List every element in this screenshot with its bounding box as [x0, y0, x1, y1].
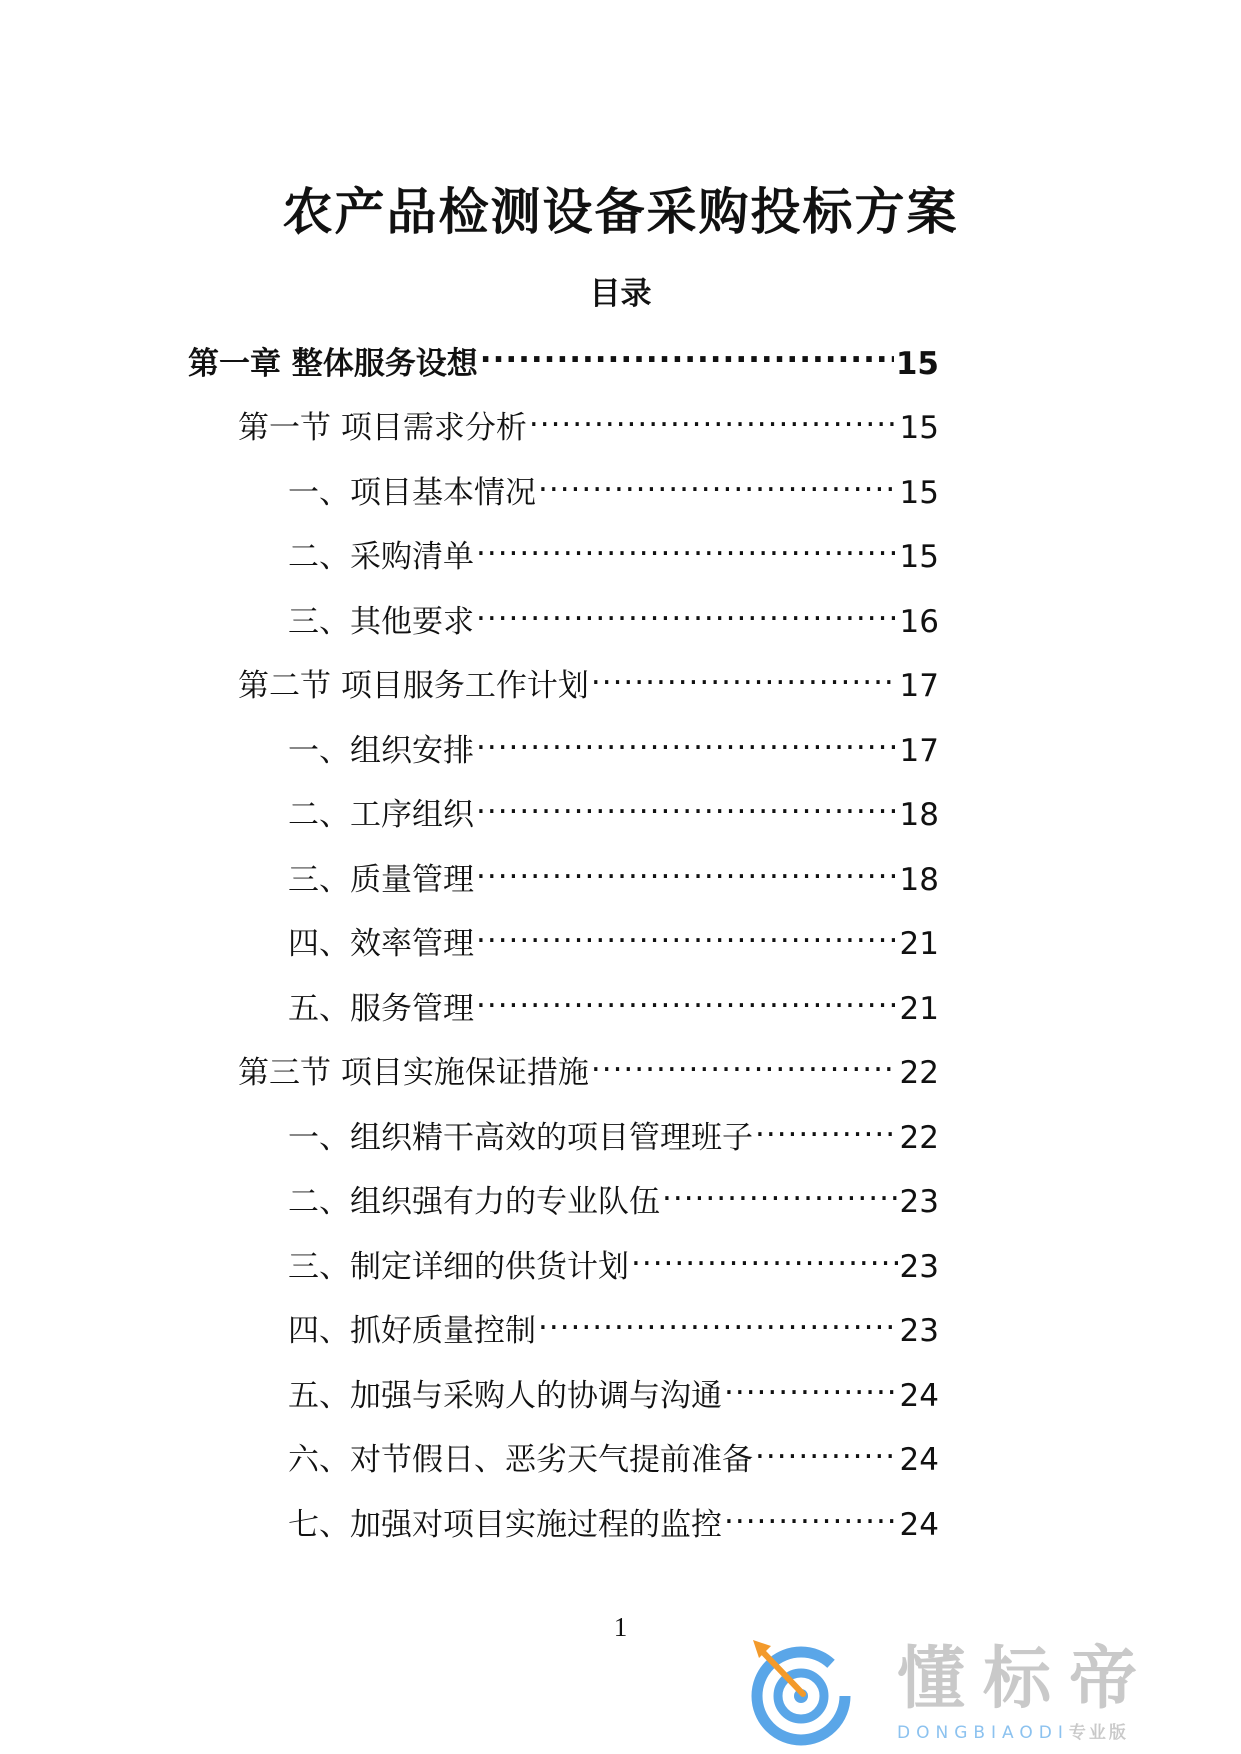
- toc-entry[interactable]: [288, 910, 939, 962]
- toc-entry[interactable]: [238, 652, 939, 704]
- toc-entry[interactable]: [238, 394, 939, 446]
- page-number: 1: [613, 1612, 628, 1642]
- toc-entry-page: 15: [899, 539, 939, 575]
- watermark-subtitle: [897, 1722, 1129, 1744]
- document-title: 农产品检测设备采购投标方案: [282, 183, 959, 241]
- toc-entry-page: 23: [899, 1249, 939, 1285]
- toc-entry[interactable]: [288, 588, 939, 640]
- toc-entry-label: 第一节 项目需求分析: [238, 410, 527, 446]
- toc-entry-page: 17: [899, 668, 939, 704]
- toc-dot-leader: [474, 975, 898, 1019]
- toc-entry-page: 16: [899, 604, 939, 640]
- toc-entry-label: 二、工序组织: [288, 797, 474, 833]
- toc-entry-page: 15: [899, 475, 939, 511]
- watermark-logo: [745, 1636, 1215, 1746]
- toc-dot-leader: [474, 717, 898, 761]
- toc-entry-label: 六、对节假日、恶劣天气提前准备: [288, 1442, 753, 1478]
- toc-entry-page: 15: [899, 410, 939, 446]
- toc-entry-page: 24: [899, 1442, 939, 1478]
- toc-entry[interactable]: [288, 1104, 939, 1156]
- toc-entry-page: 23: [899, 1184, 939, 1220]
- toc-entry[interactable]: [188, 330, 939, 382]
- toc-entry-page: 15: [895, 346, 939, 382]
- toc-entry-label: 第二节 项目服务工作计划: [238, 668, 589, 704]
- toc-entry-label: 四、效率管理: [288, 926, 474, 962]
- toc-heading: 目录: [589, 276, 652, 312]
- toc-entry[interactable]: [288, 1491, 939, 1543]
- toc-entry[interactable]: [288, 1168, 939, 1220]
- toc-entry-label: 一、组织安排: [288, 733, 474, 769]
- toc-entry-label: 三、其他要求: [288, 604, 474, 640]
- toc-entry-page: 22: [899, 1055, 939, 1091]
- toc-entry-label: 三、质量管理: [288, 862, 474, 898]
- toc-dot-leader: [629, 1233, 898, 1277]
- toc-dot-leader: [536, 1297, 898, 1341]
- toc-entry-label: 五、服务管理: [288, 991, 474, 1027]
- toc-entry-page: 24: [899, 1507, 939, 1543]
- toc-entry-label: 一、项目基本情况: [288, 475, 536, 511]
- toc-entry-page: 24: [899, 1378, 939, 1414]
- toc-entry-label: 七、加强对项目实施过程的监控: [288, 1507, 722, 1543]
- toc-entry[interactable]: [288, 1362, 939, 1414]
- toc-entry[interactable]: [288, 1233, 939, 1285]
- toc-entry-page: 21: [899, 926, 939, 962]
- toc-dot-leader: [536, 459, 898, 503]
- toc-dot-leader: [589, 652, 898, 696]
- toc-dot-leader: [474, 588, 898, 632]
- toc-entry-page: 23: [899, 1313, 939, 1349]
- watermark-brand-name: 懂标帝: [897, 1640, 1156, 1719]
- toc-entry-page: 21: [899, 991, 939, 1027]
- toc-entry-label: 四、抓好质量控制: [288, 1313, 536, 1349]
- toc-entry-page: 22: [899, 1120, 939, 1156]
- toc-dot-leader: [474, 846, 898, 890]
- toc-entry-page: 18: [899, 797, 939, 833]
- toc-dot-leader: [722, 1491, 898, 1535]
- target-arrow-icon: [745, 1636, 875, 1746]
- toc-entry[interactable]: [288, 1426, 939, 1478]
- toc-entry-page: 18: [899, 862, 939, 898]
- toc-dot-leader: [474, 910, 898, 954]
- toc-entry[interactable]: [288, 523, 939, 575]
- toc-entry[interactable]: [288, 781, 939, 833]
- toc-entry[interactable]: [238, 1039, 939, 1091]
- toc-entry[interactable]: [288, 846, 939, 898]
- toc-dot-leader: [753, 1104, 898, 1148]
- toc-dot-leader: [589, 1039, 898, 1083]
- toc-entry-label: 第一章 整体服务设想: [188, 346, 478, 382]
- toc-entry-label: 一、组织精干高效的项目管理班子: [288, 1120, 753, 1156]
- toc-dot-leader: [474, 523, 898, 567]
- toc-dot-leader: [527, 394, 898, 438]
- watermark-edition: 专业版: [1068, 1723, 1129, 1743]
- toc-dot-leader: [753, 1426, 898, 1470]
- toc-entry-page: 17: [899, 733, 939, 769]
- toc-dot-leader: [722, 1362, 898, 1406]
- toc-entry[interactable]: [288, 1297, 939, 1349]
- toc-entry-label: 五、加强与采购人的协调与沟通: [288, 1378, 722, 1414]
- toc-dot-leader: [474, 781, 898, 825]
- toc-entry[interactable]: [288, 975, 939, 1027]
- toc-entry[interactable]: [288, 459, 939, 511]
- toc-dot-leader: [660, 1168, 898, 1212]
- toc-entry-label: 二、采购清单: [288, 539, 474, 575]
- toc-entry[interactable]: [288, 717, 939, 769]
- toc-dot-leader: [478, 330, 894, 374]
- toc-entry-label: 二、组织强有力的专业队伍: [288, 1184, 660, 1220]
- toc-entry-label: 三、制定详细的供货计划: [288, 1249, 629, 1285]
- toc-entry-label: 第三节 项目实施保证措施: [238, 1055, 589, 1091]
- watermark-pinyin: DONGBIAODI: [897, 1723, 1069, 1743]
